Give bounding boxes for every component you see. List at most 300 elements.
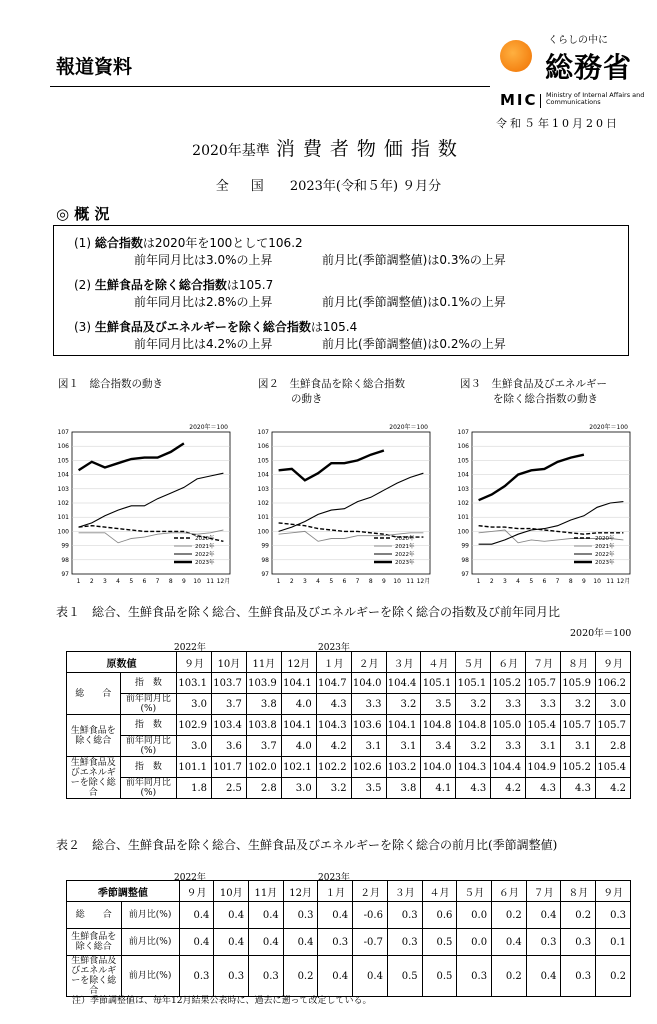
overview-heading: ◎ 概 況 bbox=[56, 205, 110, 223]
value-cell: 3.3 bbox=[491, 736, 526, 757]
y-tick-label: 97 bbox=[461, 571, 469, 578]
value-cell: 0.3 bbox=[214, 956, 249, 997]
value-cell: 4.0 bbox=[281, 694, 316, 715]
value-cell: 3.1 bbox=[351, 736, 386, 757]
value-cell: 3.3 bbox=[491, 694, 526, 715]
value-cell: 105.4 bbox=[526, 715, 561, 736]
value-cell: 0.3 bbox=[318, 929, 353, 956]
table-row bbox=[67, 694, 631, 715]
summary-item-3 bbox=[74, 318, 357, 335]
value-cell: 105.7 bbox=[595, 715, 630, 736]
y-tick-label: 101 bbox=[57, 514, 69, 522]
series-line-2023年 bbox=[479, 455, 584, 501]
value-cell: 0.3 bbox=[179, 956, 214, 997]
table-row bbox=[67, 956, 631, 997]
figure-2-caption bbox=[258, 377, 405, 407]
x-tick-label: 6 bbox=[142, 578, 147, 585]
table-2-caption: 表２ 総合、生鮮食品を除く総合、生鮮食品及びエネルギーを除く総合の前月比(季節調整値) bbox=[56, 838, 558, 852]
y-tick-label: 99 bbox=[461, 542, 469, 550]
month-header: ２月 bbox=[353, 881, 388, 902]
x-tick-label: 8 bbox=[168, 578, 173, 585]
value-cell: 4.2 bbox=[595, 778, 630, 799]
month-header: 12月 bbox=[283, 881, 318, 902]
value-cell: 105.0 bbox=[491, 715, 526, 736]
value-cell: 104.3 bbox=[316, 715, 351, 736]
x-tick-label: 11 bbox=[606, 578, 615, 585]
x-tick-label: 5 bbox=[529, 578, 534, 585]
value-cell: 4.2 bbox=[491, 778, 526, 799]
value-cell: 4.3 bbox=[316, 694, 351, 715]
page-subtitle bbox=[0, 175, 657, 194]
y-tick-label: 100 bbox=[257, 528, 269, 536]
value-cell: 3.8 bbox=[386, 778, 421, 799]
y-tick-label: 107 bbox=[257, 429, 269, 436]
y-tick-label: 104 bbox=[457, 471, 469, 479]
legend-label: 2022年 bbox=[195, 552, 215, 558]
x-tick-label: 1 bbox=[276, 578, 281, 585]
y-tick-label: 105 bbox=[457, 457, 469, 465]
header-label: 季節調整値 bbox=[67, 881, 180, 902]
month-header: ８月 bbox=[561, 881, 596, 902]
month-header: ８月 bbox=[561, 652, 596, 673]
value-cell: 0.4 bbox=[318, 902, 353, 929]
month-header: ９月 bbox=[177, 652, 212, 673]
value-cell: 3.7 bbox=[246, 736, 281, 757]
caption-line: 図３ 生鮮食品及びエネルギー bbox=[460, 378, 607, 390]
legend-label: 2023年 bbox=[195, 560, 215, 566]
value-cell: 0.3 bbox=[387, 929, 422, 956]
value-cell: 0.2 bbox=[492, 956, 527, 997]
series-line-2022年 bbox=[79, 473, 224, 527]
table-2 bbox=[66, 880, 631, 997]
x-tick-label: 2 bbox=[489, 578, 494, 585]
caption-line: を除く総合指数の動き bbox=[493, 393, 598, 405]
x-tick-label: 10 bbox=[193, 578, 201, 585]
mic-logo: MIC bbox=[500, 91, 538, 109]
value-cell: 0.4 bbox=[492, 929, 527, 956]
summary-mom-3: 前月比(季節調整値)は0.2%の上昇 bbox=[322, 337, 506, 351]
y-tick-label: 97 bbox=[61, 571, 69, 578]
x-tick-label: 7 bbox=[155, 578, 160, 585]
x-tick-label: 12月 bbox=[616, 578, 631, 585]
value-cell: 3.0 bbox=[595, 694, 630, 715]
subtitle-area: 全国 bbox=[215, 179, 286, 194]
value-cell: 0.3 bbox=[596, 902, 631, 929]
page-title bbox=[0, 134, 657, 161]
value-cell: 103.7 bbox=[211, 673, 246, 694]
y-tick-label: 98 bbox=[461, 556, 469, 564]
y-tick-label: 103 bbox=[57, 485, 69, 493]
x-tick-label: 1 bbox=[76, 578, 81, 585]
value-cell: 4.3 bbox=[561, 778, 596, 799]
value-cell: -0.6 bbox=[353, 902, 388, 929]
value-cell: 0.0 bbox=[457, 902, 492, 929]
value-cell: 105.7 bbox=[561, 715, 596, 736]
value-cell: 104.8 bbox=[421, 715, 456, 736]
month-header: ４月 bbox=[422, 881, 457, 902]
legend-label: 2020年 bbox=[595, 536, 615, 542]
month-header: ５月 bbox=[456, 652, 491, 673]
summary-mom-1: 前月比(季節調整値)は0.3%の上昇 bbox=[322, 253, 506, 267]
table-row bbox=[67, 736, 631, 757]
row-group-label: 生鮮食品及びエネルギーを除く総合 bbox=[67, 956, 122, 997]
y-tick-label: 107 bbox=[457, 429, 469, 436]
value-cell: 103.9 bbox=[246, 673, 281, 694]
value-cell: 105.7 bbox=[526, 673, 561, 694]
value-cell: 0.3 bbox=[457, 956, 492, 997]
chart-3 bbox=[450, 418, 640, 588]
base-note: 2020年＝100 bbox=[589, 424, 628, 431]
value-cell: 3.0 bbox=[281, 778, 316, 799]
row-label: 前月比(%) bbox=[121, 956, 179, 997]
legend-label: 2020年 bbox=[195, 536, 215, 542]
legend-label: 2022年 bbox=[395, 552, 415, 558]
summary-box bbox=[53, 225, 629, 356]
value-cell: 104.8 bbox=[456, 715, 491, 736]
value-cell: 3.1 bbox=[386, 736, 421, 757]
value-cell: 4.0 bbox=[281, 736, 316, 757]
value-cell: 3.2 bbox=[456, 736, 491, 757]
month-header: ４月 bbox=[421, 652, 456, 673]
value-cell: 0.3 bbox=[283, 902, 318, 929]
legend-label: 2021年 bbox=[195, 544, 215, 550]
year-label-2023: 2023年 bbox=[318, 643, 350, 653]
row-label: 前年同月比(%) bbox=[120, 736, 177, 757]
x-tick-label: 12月 bbox=[216, 578, 231, 585]
value-cell: 3.6 bbox=[211, 736, 246, 757]
month-header: 12月 bbox=[281, 652, 316, 673]
value-cell: 103.8 bbox=[246, 715, 281, 736]
x-tick-label: 12月 bbox=[416, 578, 431, 585]
value-cell: 2.8 bbox=[246, 778, 281, 799]
value-cell: 0.0 bbox=[457, 929, 492, 956]
x-tick-label: 8 bbox=[368, 578, 373, 585]
row-label: 前年同月比(%) bbox=[120, 694, 177, 715]
value-cell: 0.5 bbox=[422, 929, 457, 956]
value-cell: 103.4 bbox=[211, 715, 246, 736]
row-group-label: 総 合 bbox=[67, 902, 122, 929]
y-tick-label: 107 bbox=[57, 429, 69, 436]
month-header: 11月 bbox=[246, 652, 281, 673]
year-label-2022: 2022年 bbox=[174, 643, 206, 653]
value-cell: 105.9 bbox=[561, 673, 596, 694]
series-line-2022年 bbox=[279, 473, 424, 531]
summary-num: (3) bbox=[74, 320, 91, 334]
value-cell: 104.7 bbox=[316, 673, 351, 694]
month-header: １月 bbox=[316, 652, 351, 673]
month-header: 11月 bbox=[249, 881, 284, 902]
value-cell: 0.3 bbox=[387, 902, 422, 929]
x-tick-label: 3 bbox=[103, 578, 107, 585]
y-tick-label: 105 bbox=[257, 457, 269, 465]
month-header: ６月 bbox=[492, 881, 527, 902]
x-tick-label: 9 bbox=[182, 578, 186, 585]
row-group-label: 生鮮食品を除く総合 bbox=[67, 715, 121, 757]
value-cell: -0.7 bbox=[353, 929, 388, 956]
x-tick-label: 10 bbox=[393, 578, 401, 585]
y-tick-label: 102 bbox=[257, 500, 269, 507]
y-tick-label: 97 bbox=[261, 571, 269, 578]
value-cell: 0.3 bbox=[561, 956, 596, 997]
value-cell: 3.7 bbox=[211, 694, 246, 715]
value-cell: 105.1 bbox=[456, 673, 491, 694]
value-cell: 3.3 bbox=[351, 694, 386, 715]
value-cell: 3.2 bbox=[456, 694, 491, 715]
value-cell: 102.6 bbox=[351, 757, 386, 778]
value-cell: 105.2 bbox=[561, 757, 596, 778]
summary-text: は2020年を100として106.2 bbox=[142, 236, 303, 250]
chart-2 bbox=[250, 418, 440, 588]
base-note: 2020年＝100 bbox=[189, 424, 228, 431]
value-cell: 0.3 bbox=[526, 929, 561, 956]
value-cell: 0.4 bbox=[214, 902, 249, 929]
legend-label: 2021年 bbox=[395, 544, 415, 550]
value-cell: 0.3 bbox=[561, 929, 596, 956]
table-row bbox=[67, 929, 631, 956]
value-cell: 3.2 bbox=[386, 694, 421, 715]
table-row bbox=[67, 715, 631, 736]
value-cell: 105.1 bbox=[421, 673, 456, 694]
summary-num: (2) bbox=[74, 278, 91, 292]
value-cell: 4.2 bbox=[316, 736, 351, 757]
value-cell: 104.0 bbox=[351, 673, 386, 694]
y-tick-label: 102 bbox=[57, 500, 69, 507]
ministry-name: 総務省 bbox=[545, 51, 633, 84]
y-tick-label: 102 bbox=[457, 500, 469, 507]
value-cell: 0.2 bbox=[283, 956, 318, 997]
summary-text: は105.7 bbox=[226, 278, 274, 292]
summary-mom-2: 前月比(季節調整値)は0.1%の上昇 bbox=[322, 295, 506, 309]
value-cell: 104.1 bbox=[386, 715, 421, 736]
value-cell: 0.4 bbox=[214, 929, 249, 956]
value-cell: 103.6 bbox=[351, 715, 386, 736]
y-tick-label: 99 bbox=[61, 542, 69, 550]
value-cell: 0.4 bbox=[179, 929, 214, 956]
legend-label: 2023年 bbox=[595, 560, 615, 566]
x-tick-label: 1 bbox=[476, 578, 481, 585]
summary-num: (1) bbox=[74, 236, 91, 250]
value-cell: 104.1 bbox=[281, 715, 316, 736]
x-tick-label: 6 bbox=[342, 578, 347, 585]
x-tick-label: 6 bbox=[542, 578, 547, 585]
x-tick-label: 10 bbox=[593, 578, 601, 585]
value-cell: 0.4 bbox=[249, 902, 284, 929]
value-cell: 104.9 bbox=[526, 757, 561, 778]
caption-line: の動き bbox=[291, 393, 323, 405]
x-tick-label: 9 bbox=[382, 578, 386, 585]
table-1-base-note: 2020年＝100 bbox=[570, 628, 632, 639]
value-cell: 3.0 bbox=[177, 694, 212, 715]
x-tick-label: 4 bbox=[316, 578, 320, 585]
y-tick-label: 100 bbox=[57, 528, 69, 536]
x-tick-label: 7 bbox=[555, 578, 560, 585]
figure-3-caption bbox=[460, 377, 607, 407]
legend-label: 2023年 bbox=[395, 560, 415, 566]
month-header: 10月 bbox=[214, 881, 249, 902]
value-cell: 0.4 bbox=[526, 956, 561, 997]
legend-label: 2022年 bbox=[595, 552, 615, 558]
summary-yoy-1: 前年同月比は3.0%の上昇 bbox=[134, 253, 273, 267]
x-tick-label: 7 bbox=[355, 578, 360, 585]
month-header: ７月 bbox=[526, 881, 561, 902]
value-cell: 102.2 bbox=[316, 757, 351, 778]
y-tick-label: 101 bbox=[457, 514, 469, 522]
value-cell: 3.2 bbox=[561, 694, 596, 715]
value-cell: 104.1 bbox=[281, 673, 316, 694]
month-header: ９月 bbox=[179, 881, 214, 902]
y-tick-label: 106 bbox=[457, 443, 469, 451]
y-tick-label: 104 bbox=[257, 471, 269, 479]
value-cell: 3.1 bbox=[561, 736, 596, 757]
release-date: 令和５年10月20日 bbox=[496, 117, 620, 130]
value-cell: 0.5 bbox=[422, 956, 457, 997]
summary-yoy-3: 前年同月比は4.2%の上昇 bbox=[134, 337, 273, 351]
value-cell: 3.5 bbox=[351, 778, 386, 799]
value-cell: 2.8 bbox=[595, 736, 630, 757]
value-cell: 101.1 bbox=[177, 757, 212, 778]
value-cell: 101.7 bbox=[211, 757, 246, 778]
row-label: 前年同月比(%) bbox=[120, 778, 177, 799]
x-tick-label: 3 bbox=[503, 578, 507, 585]
month-header: ５月 bbox=[457, 881, 492, 902]
row-label: 指 数 bbox=[120, 673, 177, 694]
row-group-label: 総 合 bbox=[67, 673, 121, 715]
series-line-2023年 bbox=[79, 443, 184, 470]
table-row bbox=[67, 757, 631, 778]
value-cell: 3.5 bbox=[421, 694, 456, 715]
value-cell: 4.1 bbox=[421, 778, 456, 799]
value-cell: 3.2 bbox=[316, 778, 351, 799]
table-row bbox=[67, 673, 631, 694]
y-tick-label: 104 bbox=[57, 471, 69, 479]
logo-tagline: くらしの中に bbox=[548, 35, 608, 46]
month-header: ３月 bbox=[387, 881, 422, 902]
series-line-2020年 bbox=[279, 523, 424, 537]
x-tick-label: 2 bbox=[89, 578, 94, 585]
x-tick-label: 9 bbox=[582, 578, 586, 585]
y-tick-label: 101 bbox=[257, 514, 269, 522]
value-cell: 0.4 bbox=[318, 956, 353, 997]
header-label: 原数値 bbox=[67, 652, 177, 673]
month-header: ９月 bbox=[595, 652, 630, 673]
title-base: 2020年基準 bbox=[192, 143, 270, 159]
value-cell: 105.4 bbox=[595, 757, 630, 778]
value-cell: 104.0 bbox=[421, 757, 456, 778]
x-tick-label: 8 bbox=[568, 578, 573, 585]
summary-yoy-2: 前年同月比は2.8%の上昇 bbox=[134, 295, 273, 309]
value-cell: 102.9 bbox=[177, 715, 212, 736]
value-cell: 3.8 bbox=[246, 694, 281, 715]
y-tick-label: 99 bbox=[261, 542, 269, 550]
summary-name: 生鮮食品を除く総合指数 bbox=[94, 278, 227, 292]
year-label-2023: 2023年 bbox=[318, 873, 350, 883]
value-cell: 106.2 bbox=[595, 673, 630, 694]
ministry-english-name: Ministry of Internal Affairs and Communications bbox=[546, 91, 645, 106]
row-label: 指 数 bbox=[120, 715, 177, 736]
chart-1 bbox=[50, 418, 240, 588]
value-cell: 0.4 bbox=[283, 929, 318, 956]
title-name: 消費者物価指数 bbox=[275, 138, 465, 160]
y-tick-label: 105 bbox=[57, 457, 69, 465]
value-cell: 4.3 bbox=[456, 778, 491, 799]
row-label: 前月比(%) bbox=[121, 902, 179, 929]
table-1-caption: 表１ 総合、生鮮食品を除く総合、生鮮食品及びエネルギーを除く総合の指数及び前年同月比 bbox=[56, 605, 561, 619]
x-tick-label: 5 bbox=[329, 578, 334, 585]
x-tick-label: 5 bbox=[129, 578, 134, 585]
y-tick-label: 98 bbox=[61, 556, 69, 564]
value-cell: 3.1 bbox=[526, 736, 561, 757]
summary-item-1 bbox=[74, 234, 303, 251]
value-cell: 0.6 bbox=[422, 902, 457, 929]
month-header: １月 bbox=[318, 881, 353, 902]
x-tick-label: 2 bbox=[289, 578, 294, 585]
row-label: 指 数 bbox=[120, 757, 177, 778]
value-cell: 3.4 bbox=[421, 736, 456, 757]
value-cell: 0.5 bbox=[387, 956, 422, 997]
mic-divider bbox=[540, 94, 541, 108]
value-cell: 104.3 bbox=[456, 757, 491, 778]
x-tick-label: 4 bbox=[516, 578, 520, 585]
month-header: ６月 bbox=[491, 652, 526, 673]
value-cell: 0.4 bbox=[249, 929, 284, 956]
value-cell: 0.2 bbox=[561, 902, 596, 929]
summary-name: 生鮮食品及びエネルギーを除く総合指数 bbox=[94, 320, 311, 334]
row-group-label: 生鮮食品及びエネルギーを除く総合 bbox=[67, 757, 121, 799]
caption-line: 図１ 総合指数の動き bbox=[58, 378, 163, 390]
value-cell: 0.4 bbox=[179, 902, 214, 929]
value-cell: 105.2 bbox=[491, 673, 526, 694]
value-cell: 102.1 bbox=[281, 757, 316, 778]
month-header: ７月 bbox=[526, 652, 561, 673]
row-label: 前月比(%) bbox=[121, 929, 179, 956]
y-tick-label: 98 bbox=[261, 556, 269, 564]
value-cell: 1.8 bbox=[177, 778, 212, 799]
value-cell: 3.0 bbox=[177, 736, 212, 757]
y-tick-label: 103 bbox=[257, 485, 269, 493]
month-header: ２月 bbox=[351, 652, 386, 673]
value-cell: 0.1 bbox=[596, 929, 631, 956]
subtitle-period: 2023年(令和５年) ９月分 bbox=[289, 179, 442, 194]
y-tick-label: 100 bbox=[457, 528, 469, 536]
x-tick-label: 11 bbox=[206, 578, 215, 585]
y-tick-label: 106 bbox=[57, 443, 69, 451]
value-cell: 4.3 bbox=[526, 778, 561, 799]
table-1 bbox=[66, 651, 631, 799]
row-group-label: 生鮮食品を除く総合 bbox=[67, 929, 122, 956]
table-header-row bbox=[67, 881, 631, 902]
value-cell: 0.3 bbox=[249, 956, 284, 997]
table-2-note: 注）季節調整値は、毎年12月結果公表時に、過去に遡って改定している。 bbox=[72, 996, 372, 1006]
table-header-row bbox=[67, 652, 631, 673]
header-rule bbox=[50, 86, 490, 87]
y-tick-label: 103 bbox=[457, 485, 469, 493]
press-release-label: 報道資料 bbox=[56, 56, 133, 78]
ministry-logo-icon bbox=[500, 40, 532, 72]
summary-name: 総合指数 bbox=[94, 236, 143, 250]
caption-line: 図２ 生鮮食品を除く総合指数 bbox=[258, 378, 405, 390]
x-tick-label: 4 bbox=[116, 578, 120, 585]
series-line-2023年 bbox=[279, 451, 384, 481]
value-cell: 103.1 bbox=[177, 673, 212, 694]
summary-text: は105.4 bbox=[310, 320, 358, 334]
legend-label: 2020年 bbox=[395, 536, 415, 542]
value-cell: 0.2 bbox=[596, 956, 631, 997]
x-tick-label: 11 bbox=[406, 578, 415, 585]
value-cell: 3.3 bbox=[526, 694, 561, 715]
base-note: 2020年＝100 bbox=[389, 424, 428, 431]
year-label-2022: 2022年 bbox=[174, 873, 206, 883]
legend-label: 2021年 bbox=[595, 544, 615, 550]
